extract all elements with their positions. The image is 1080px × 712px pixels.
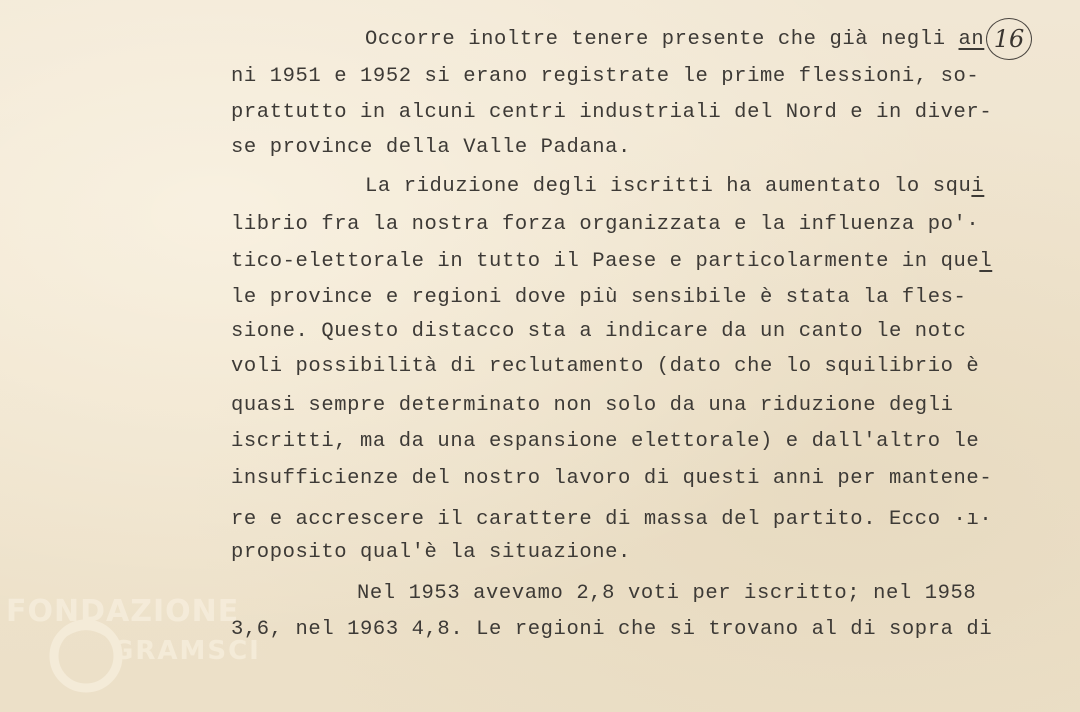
text-line — [231, 250, 992, 274]
text-fragment: proposito qual'è la situazione. — [231, 541, 631, 564]
text-fragment: prattutto in alcuni centri industriali del Nord e in diver- — [231, 101, 993, 124]
text-fragment: tico-elettorale in tutto il Paese e particolarmente in que — [231, 250, 980, 273]
text-line — [231, 136, 631, 160]
text-line — [231, 394, 954, 418]
text-fragment: iscritti, ma da una espansione elettorale) e dall'altro le — [231, 430, 980, 453]
text-line — [357, 582, 976, 606]
underlined-fragment: an — [958, 28, 985, 51]
underlined-fragment: i — [971, 175, 985, 198]
text-fragment: La riduzione degli iscritti ha aumentato lo squ — [365, 175, 972, 198]
underlined-fragment: l — [979, 250, 993, 273]
handwritten-page-number: 16 — [986, 18, 1032, 60]
text-line — [231, 286, 966, 310]
text-line — [231, 101, 992, 125]
text-line — [231, 618, 992, 642]
text-line — [231, 355, 979, 379]
text-fragment: librio fra la nostra forza organizzata e la influenza po'· — [231, 213, 980, 236]
text-fragment: insufficienze del nostro lavoro di questi anni per mantene- — [231, 467, 993, 490]
text-fragment: ni 1951 e 1952 si erano registrate le prime flessioni, so- — [231, 65, 980, 88]
text-line — [231, 213, 979, 237]
text-line — [365, 175, 984, 199]
watermark-line1: FONDAZIONE — [6, 594, 240, 629]
text-line — [231, 430, 979, 454]
watermark-line2: GRAMSCI — [112, 636, 261, 666]
text-fragment: voli possibilità di reclutamento (dato che lo squilibrio è — [231, 355, 980, 378]
text-fragment: quasi sempre determinato non solo da una riduzione degli — [231, 394, 954, 417]
text-line — [231, 508, 992, 532]
text-line — [231, 320, 966, 344]
text-line — [231, 541, 631, 565]
text-fragment: re e accrescere il carattere di massa del partito. Ecco ·ı· — [231, 508, 993, 531]
text-line — [231, 467, 992, 491]
text-fragment: 3,6, nel 1963 4,8. Le regioni che si trovano al di sopra di — [231, 618, 993, 641]
text-fragment: Nel 1953 avevamo 2,8 voti per iscritto; nel 1958 — [357, 582, 977, 605]
text-fragment: Occorre inoltre tenere presente che già negli — [365, 28, 959, 51]
text-line — [231, 65, 979, 89]
text-fragment: le province e regioni dove più sensibile è stata la fles- — [231, 286, 967, 309]
fondazione-gramsci-watermark — [4, 588, 294, 698]
text-line — [365, 28, 984, 52]
text-fragment: sione. Questo distacco sta a indicare da un canto le notc — [231, 320, 967, 343]
text-fragment: se province della Valle Padana. — [231, 136, 631, 159]
